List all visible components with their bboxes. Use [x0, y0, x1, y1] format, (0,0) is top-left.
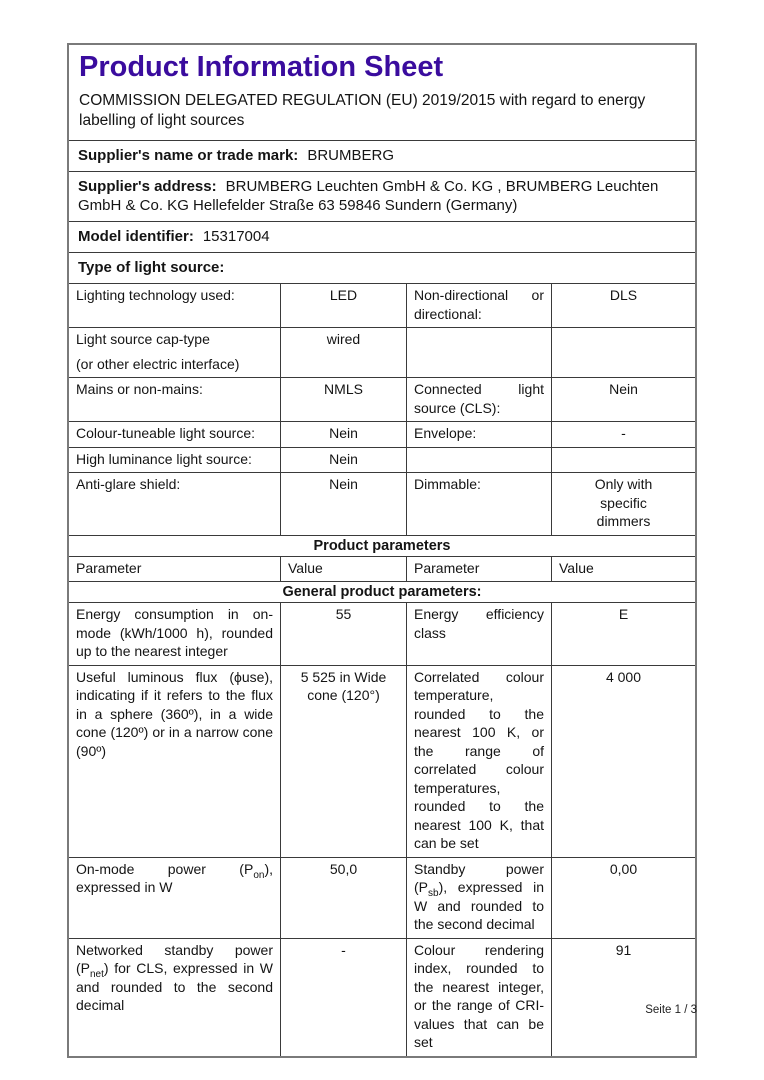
dimmable-value: Only with specific dimmers: [594, 476, 653, 529]
param-value: Nein: [281, 448, 407, 473]
section-product-parameters: Product parameters: [69, 536, 695, 557]
param-value: [552, 328, 695, 377]
param-label: Anti-glare shield:: [69, 473, 281, 535]
param-value: [552, 473, 695, 535]
row-networked-standby-power: [69, 939, 695, 1056]
param-label: [407, 448, 552, 473]
page-title: Product Information Sheet: [79, 51, 444, 83]
column-header: Value: [281, 557, 407, 582]
supplier-name-value: BRUMBERG: [307, 147, 394, 164]
row-useful-luminous-flux: [69, 666, 695, 858]
param-value: 4 000: [605, 668, 642, 685]
param-label: Envelope:: [407, 422, 552, 447]
param-value: wired: [281, 328, 407, 377]
row-lighting-technology: [69, 284, 695, 328]
param-value: -: [281, 939, 407, 1056]
supplier-address-value: BRUMBERG Leuchten GmbH & Co. KG , BRUMBERG Leuchten GmbH & Co. KG Hellefelder Straße 63 59846 Sundern (Germany): [78, 178, 659, 214]
row-high-luminance: [69, 448, 695, 474]
param-label: On-mode power $(P_{on})$, expressed in W: [69, 858, 281, 938]
row-anti-glare: [69, 473, 695, 536]
cap-type-line2: (or other electric interface): [76, 355, 240, 372]
param-value: 0,00: [609, 860, 638, 877]
type-of-light-source-label: Type of light source:: [78, 259, 225, 276]
param-value: 91: [615, 941, 632, 958]
section-general-parameters: General product parameters:: [69, 582, 695, 603]
cap-type-line1: Light source cap-type: [76, 331, 210, 347]
column-header: Parameter: [69, 557, 281, 582]
param-label: [69, 328, 281, 377]
supplier-name-row: [69, 141, 695, 172]
column-header: Parameter: [407, 557, 552, 582]
param-value: 5 525 in Wide cone (120°): [281, 666, 407, 857]
param-label: Non-directional or directional:: [407, 284, 552, 327]
param-value: NMLS: [281, 378, 407, 421]
param-label: Dimmable:: [407, 473, 552, 535]
param-label: High luminance light source:: [69, 448, 281, 473]
page-number: Seite 1 / 3: [645, 1004, 697, 1016]
param-label: Colour-tuneable light source:: [69, 422, 281, 447]
model-identifier-row: [69, 222, 695, 253]
param-label: Mains or non-mains:: [69, 378, 281, 421]
param-label: Standby power $(P_{sb})$, expressed in W and rounded to the second decimal: [407, 858, 552, 938]
param-value: 55: [281, 603, 407, 665]
param-label: Useful luminous flux (ϕuse), indicating if it refers to the flux in a sphere (360º), in a wide cone (120º) or in a narrow cone (90º): [69, 666, 281, 857]
param-label: [407, 328, 552, 377]
param-label: Networked standby power $(P_{net})$ for CLS, expressed in W and rounded to the second decimal: [69, 939, 281, 1056]
param-value: Nein: [609, 381, 638, 397]
supplier-name-label: Supplier's name or trade mark:: [78, 147, 299, 164]
row-colour-tuneable: [69, 422, 695, 448]
supplier-address-row: [69, 172, 695, 222]
type-of-light-source-row: [69, 253, 695, 284]
row-cap-type: [69, 328, 695, 378]
param-value: LED: [281, 284, 407, 327]
model-identifier-value: 15317004: [202, 228, 270, 245]
param-label: Energy consumption in on-mode (kWh/1000 h), rounded up to the nearest integer: [69, 603, 281, 665]
product-info-sheet: [67, 43, 697, 1058]
param-value: 50,0: [281, 858, 407, 938]
param-header-row: [69, 557, 695, 583]
param-value: Nein: [281, 473, 407, 535]
param-value: -: [621, 425, 626, 441]
regulation-subtitle: COMMISSION DELEGATED REGULATION (EU) 2019/2015 with regard to energy labelling of light sources: [79, 92, 646, 129]
param-value: [552, 448, 695, 473]
row-mains: [69, 378, 695, 422]
row-on-mode-power: [69, 858, 695, 939]
param-label: Lighting technology used:: [69, 284, 281, 327]
model-identifier-label: Model identifier:: [78, 228, 194, 245]
param-label: Correlated colour temperature, rounded to the nearest 100 K, or the range of correlated colour temperatures, rounded to the nearest 100 K, that can be set: [407, 666, 552, 857]
param-value: DLS: [609, 287, 638, 303]
param-label: Colour rendering index, rounded to the nearest integer, or the range of CRI-values that can be set: [407, 939, 552, 1056]
param-value: Nein: [281, 422, 407, 447]
column-header: Value: [559, 559, 594, 576]
row-energy-consumption: [69, 603, 695, 666]
param-label: Connected light source (CLS):: [407, 378, 552, 421]
supplier-address-label: Supplier's address:: [78, 178, 217, 195]
title-block: [69, 45, 695, 141]
param-value: E: [618, 606, 629, 622]
param-label: Energy efficiency class: [407, 603, 552, 665]
